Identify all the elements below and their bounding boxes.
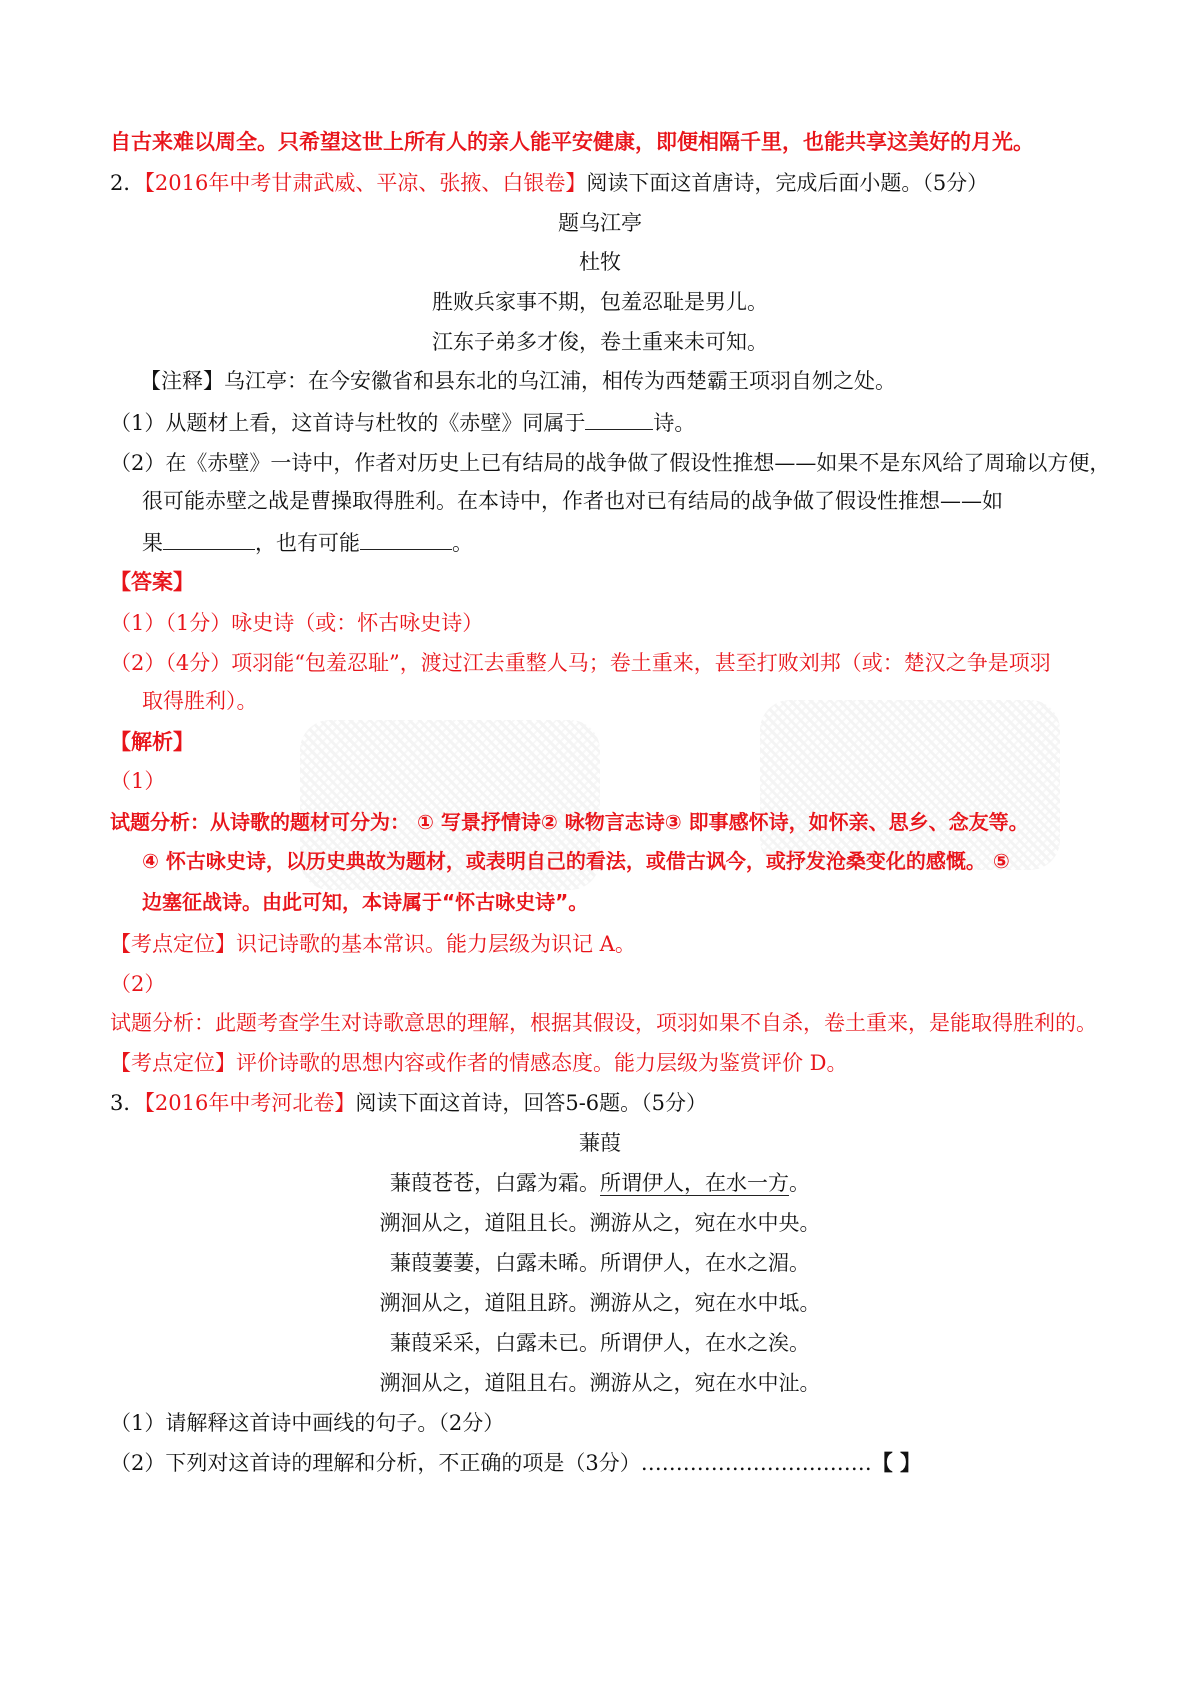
q3-sub-question-2: [110, 1448, 921, 1478]
question-number: 3．: [110, 1091, 145, 1115]
poem-line: 溯洄从之，道阻且长。溯游从之，宛在水中央。: [379, 1211, 821, 1235]
poem-text: 。: [789, 1171, 810, 1195]
analysis-1-line-1: 试题分析：从诗歌的题材可分为： ① 写景抒情诗② 咏物言志诗③ 即事感怀诗，如怀亲、思乡、念友等。: [110, 810, 1029, 834]
kaodian-2: 【考点定位】评价诗歌的思想内容或作者的情感态度。能力层级为鉴赏评价 D。: [110, 1051, 848, 1075]
sub-question-text: （2）下列对这首诗的理解和分析，不正确的项是（3分）……………………………: [110, 1451, 872, 1475]
sub-question-1: [110, 407, 695, 438]
poem-line: 溯洄从之，道阻且右。溯游从之，宛在水中沚。: [379, 1371, 821, 1395]
question-3-header: [110, 1088, 707, 1118]
poem-title: 题乌江亭: [558, 211, 642, 235]
analysis-1-line-3: 边塞征战诗。由此可知，本诗属于“怀古咏史诗”。: [142, 890, 589, 914]
question-prompt: 阅读下面这首唐诗，完成后面小题。（5分）: [586, 171, 989, 195]
analysis-part-1-label: （1）: [110, 769, 166, 793]
sub-question-2-line-2: 很可能赤壁之战是曹操取得胜利。在本诗中，作者也对已有结局的战争做了假设性推想——如: [142, 489, 1003, 513]
sub-question-2-line-3: [142, 527, 473, 558]
answer-heading: 【答案】: [110, 569, 194, 594]
watermark-stamp: [760, 700, 1060, 870]
intro-conclusion: 自古来难以周全。只希望这世上所有人的亲人能平安健康，即便相隔千里，也能共享这美好的月光。: [110, 129, 1034, 154]
sub-question-text: 果: [142, 531, 163, 555]
sub-question-text: 诗。: [653, 411, 696, 435]
answer-2-line-1: （2）（4分）项羽能“包羞忍耻”，渡过江去重整人马；卷土重来，甚至打败刘邦（或：楚汉之争是项羽: [110, 651, 1051, 675]
answer-blank: [585, 407, 653, 430]
answer-blank: [360, 527, 452, 550]
sub-question-text: （1）从题材上看，这首诗与杜牧的《赤壁》同属于: [110, 411, 586, 435]
analysis-part-2-label: （2）: [110, 972, 166, 996]
poem-note: 【注释】乌江亭：在今安徽省和县东北的乌江浦，相传为西楚霸王项羽自刎之处。: [140, 369, 896, 393]
poem-author: 杜牧: [579, 250, 621, 274]
poem-line: 胜败兵家事不期，包羞忍耻是男儿。: [432, 290, 768, 314]
answer-1: （1）（1分）咏史诗（或：怀古咏史诗）: [110, 611, 484, 635]
poem-line: [0, 1168, 1200, 1198]
question-prompt: 阅读下面这首诗，回答5-6题。（5分）: [355, 1091, 708, 1115]
question-source: 【2016年中考河北卷】: [144, 1091, 356, 1115]
question-2-header: [110, 168, 988, 198]
answer-bracket: 【 】: [871, 1450, 922, 1475]
poem-text: 蒹葭苍苍，白露为霜。: [390, 1171, 600, 1195]
answer-2-line-2: 取得胜利）。: [142, 689, 258, 713]
answer-blank: [163, 527, 255, 550]
poem-line: 溯洄从之，道阻且跻。溯游从之，宛在水中坻。: [379, 1291, 821, 1315]
analysis-heading: 【解析】: [110, 729, 194, 754]
underlined-sentence: 所谓伊人，在水一方: [600, 1171, 789, 1195]
kaodian-1: 【考点定位】识记诗歌的基本常识。能力层级为识记 A。: [110, 932, 636, 956]
question-number: 2．: [110, 171, 145, 195]
sub-question-2-line-1: （2）在《赤壁》一诗中，作者对历史上已有结局的战争做了假设性推想——如果不是东风给了周瑜以方便，: [110, 451, 1111, 475]
sub-question-text: 。: [452, 531, 473, 555]
sub-question-text: ，也有可能: [255, 531, 360, 555]
poem-line: 蒹葭萋萋，白露未晞。所谓伊人，在水之湄。: [390, 1251, 810, 1275]
poem-line: 蒹葭采采，白露未已。所谓伊人，在水之涘。: [390, 1331, 810, 1355]
analysis-1-line-2: ④ 怀古咏史诗，以历史典故为题材，或表明自己的看法，或借古讽今，或抒发沧桑变化的感慨。 ⑤: [142, 849, 1010, 873]
analysis-2: 试题分析：此题考查学生对诗歌意思的理解，根据其假设，项羽如果不自杀，卷土重来，是能取得胜利的。: [110, 1011, 1097, 1035]
q3-sub-question-1: （1）请解释这首诗中画线的句子。（2分）: [110, 1411, 505, 1435]
poem-line: 江东子弟多才俊，卷土重来未可知。: [432, 330, 768, 354]
poem-title: 蒹葭: [579, 1131, 621, 1155]
question-source: 【2016年中考甘肃武威、平凉、张掖、白银卷】: [144, 171, 587, 195]
